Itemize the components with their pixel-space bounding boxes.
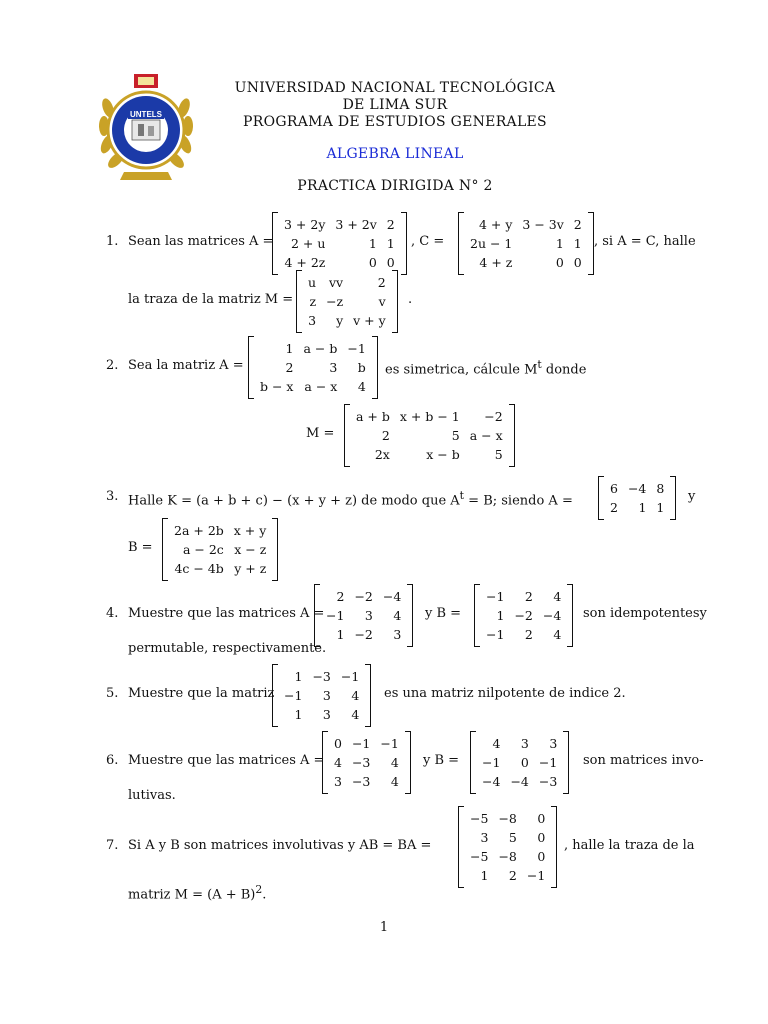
- problem-text: y: [688, 489, 696, 504]
- matrix-cell: 3: [308, 313, 317, 328]
- matrix-cell: 1: [285, 341, 294, 356]
- matrix-cell: b: [357, 360, 366, 375]
- matrix-cell: 2: [386, 217, 395, 232]
- matrix-cell: 4 + z: [479, 255, 513, 270]
- matrix-A: [314, 584, 413, 647]
- problem-number: 2.: [106, 358, 119, 373]
- matrix-cell: z: [309, 294, 317, 309]
- matrix-cell: 2 + u: [290, 236, 326, 251]
- matrix-cell: 2: [377, 275, 386, 290]
- matrix-A: [598, 476, 676, 520]
- matrix-A: [272, 212, 407, 275]
- problem-text-part: Halle K = (a + b + c) − (x + y + z) de modo que A: [128, 493, 460, 509]
- problem-text: Si A y B son matrices involutivas y AB = BA =: [128, 838, 432, 853]
- matrix-cell: 2: [524, 627, 533, 642]
- logo-text: UNTELS: [130, 110, 162, 119]
- matrix-cell: 4: [492, 736, 501, 751]
- problem-text: M =: [306, 426, 335, 441]
- matrix-cell: 4: [390, 755, 399, 770]
- matrix-B: [470, 731, 569, 794]
- matrix-cell: 4 + y: [478, 217, 513, 232]
- matrix-M: [344, 404, 515, 467]
- matrix-cell: −3: [351, 774, 371, 789]
- matrix-cell: −1: [486, 589, 505, 604]
- transpose-sup: t: [537, 358, 542, 371]
- course-title: ALGEBRA LINEAL: [326, 146, 464, 162]
- matrix-cell: 2: [524, 589, 533, 604]
- matrix-cell: 3: [520, 736, 529, 751]
- problem-text: [128, 489, 573, 508]
- matrix-B: [474, 584, 573, 647]
- matrix-cell: 0: [537, 830, 546, 845]
- matrix-A: [272, 664, 371, 727]
- matrix-cell: 3: [364, 608, 373, 623]
- power-sup: 2: [255, 883, 263, 896]
- problem-text: B =: [128, 540, 153, 555]
- matrix-cell: 4: [390, 774, 399, 789]
- matrix-cell: 1: [656, 500, 665, 515]
- matrix-cell: −1: [538, 755, 558, 770]
- problem-text: y B =: [425, 606, 462, 621]
- matrix-cell: 6: [610, 481, 618, 496]
- problem-text: permutable, respectivamente.: [128, 641, 327, 656]
- matrix-cell: 1: [573, 236, 582, 251]
- problem-text: , si A = C, halle: [594, 234, 696, 249]
- problem-text-part: donde: [541, 362, 587, 378]
- problem-number: 7.: [106, 838, 119, 853]
- matrix-cell: a − 2c: [182, 542, 224, 557]
- problem-number: 4.: [106, 606, 119, 621]
- matrix-cell: 4: [553, 627, 562, 642]
- matrix-cell: 5: [494, 447, 503, 462]
- matrix-cell: 0: [537, 811, 546, 826]
- problem-text: [128, 883, 266, 902]
- matrix-cell: 2u − 1: [470, 236, 513, 251]
- matrix-cell: b − x: [260, 379, 294, 394]
- problem-number: 1.: [106, 234, 119, 249]
- problem-text: son idempotentesy: [583, 606, 707, 621]
- matrix-cell: 3: [480, 830, 489, 845]
- matrix-cell: 3 + 2v: [335, 217, 377, 232]
- problem-number: 6.: [106, 753, 119, 768]
- matrix-cell: y + z: [234, 561, 267, 576]
- matrix-cell: −z: [326, 294, 344, 309]
- matrix-cell: 2: [381, 428, 390, 443]
- matrix-cell: x − z: [234, 542, 267, 557]
- matrix-cell: 3 − 3v: [522, 217, 564, 232]
- matrix-cell: x + b − 1: [399, 409, 460, 424]
- matrix-cell: −3: [351, 755, 371, 770]
- matrix-cell: 4: [351, 707, 360, 722]
- matrix-cell: x + y: [233, 523, 267, 538]
- matrix-cell: 3: [334, 774, 342, 789]
- matrix-M: [296, 270, 398, 333]
- matrix-cell: 4c − 4b: [174, 561, 224, 576]
- matrix-cell: 3: [393, 627, 402, 642]
- matrix-cell: x − b: [426, 447, 460, 462]
- matrix-B: [162, 518, 278, 581]
- matrix-cell: 5: [451, 428, 460, 443]
- problem-text-part: matriz M = (A + B): [128, 887, 256, 903]
- program-name: PROGRAMA DE ESTUDIOS GENERALES: [243, 114, 547, 130]
- problem-text: son matrices invo-: [583, 753, 704, 768]
- problem-text: , halle la traza de la: [564, 838, 695, 853]
- matrix-cell: 2: [336, 589, 345, 604]
- matrix-cell: −4: [382, 589, 402, 604]
- matrix-cell: 0: [368, 255, 377, 270]
- matrix-cell: −1: [486, 627, 505, 642]
- matrix-cell: 1: [294, 707, 303, 722]
- matrix-cell: −4: [510, 774, 529, 789]
- matrix-cell: −4: [482, 774, 501, 789]
- university-city: DE LIMA SUR: [342, 97, 448, 113]
- problem-text: lutivas.: [128, 788, 176, 803]
- matrix-cell: 3: [549, 736, 558, 751]
- problem-text-part: = B; siendo A =: [464, 493, 573, 509]
- matrix-cell: 4: [357, 379, 366, 394]
- matrix-cell: 0: [573, 255, 582, 270]
- matrix-cell: 4: [553, 589, 562, 604]
- matrix-cell: 0: [537, 849, 546, 864]
- matrix-cell: −1: [380, 736, 399, 751]
- matrix-cell: −4: [542, 608, 562, 623]
- problem-text: .: [408, 292, 413, 307]
- matrix-A: [322, 731, 411, 794]
- matrix-cell: 1: [480, 868, 489, 883]
- problem-number: 3.: [106, 489, 119, 504]
- matrix-cell: −8: [498, 811, 517, 826]
- matrix-cell: 2a + 2b: [174, 523, 224, 538]
- page-number: 1: [379, 920, 389, 935]
- matrix-cell: 1: [496, 608, 505, 623]
- problem-text-part: es simetrica, cálcule M: [385, 362, 538, 378]
- matrix-cell: −2: [514, 608, 533, 623]
- problem-text: [385, 358, 586, 377]
- matrix-cell: 8: [656, 481, 665, 496]
- matrix-cell: v + y: [353, 313, 386, 328]
- problem-text: , C =: [411, 234, 445, 249]
- matrix-cell: a − x: [304, 379, 338, 394]
- matrix-cell: −5: [470, 811, 489, 826]
- matrix-cell: 2x: [374, 447, 390, 462]
- matrix-cell: −2: [354, 627, 373, 642]
- problem-text-part: .: [262, 887, 267, 903]
- problem-text: Muestre que la matriz: [128, 686, 275, 701]
- matrix-cell: 3: [322, 688, 331, 703]
- matrix-cell: −5: [470, 849, 489, 864]
- transpose-sup: t: [459, 489, 465, 502]
- matrix-cell: 3: [329, 360, 338, 375]
- matrix-cell: 0: [555, 255, 564, 270]
- matrix-cell: −1: [340, 669, 360, 684]
- matrix-cell: −3: [538, 774, 558, 789]
- matrix-cell: −1: [326, 608, 345, 623]
- matrix-cell: −1: [284, 688, 303, 703]
- practice-title: PRACTICA DIRIGIDA N° 2: [297, 178, 493, 194]
- matrix-cell: 4: [334, 755, 342, 770]
- matrix-cell: 1: [386, 236, 395, 251]
- problem-text: Sean las matrices A =: [128, 234, 274, 249]
- matrix-cell: 0: [334, 736, 342, 751]
- matrix-cell: 1: [336, 627, 345, 642]
- problem-text: la traza de la matriz M =: [128, 292, 294, 307]
- matrix-cell: −1: [351, 736, 371, 751]
- matrix-cell: 2: [508, 868, 517, 883]
- matrix-cell: 1: [638, 500, 647, 515]
- matrix-cell: 1: [294, 669, 303, 684]
- matrix-cell: 1: [555, 236, 564, 251]
- matrix-cell: 2: [285, 360, 294, 375]
- matrix-cell: −1: [526, 868, 546, 883]
- matrix-cell: 3 + 2y: [284, 217, 326, 232]
- matrix-cell: a + b: [356, 409, 390, 424]
- matrix-cell: u: [308, 275, 317, 290]
- problem-text: y B =: [423, 753, 460, 768]
- matrix-cell: −2: [484, 409, 503, 424]
- matrix-cell: v: [378, 294, 386, 309]
- matrix-cell: 4: [351, 688, 360, 703]
- matrix-cell: 5: [508, 830, 517, 845]
- matrix-cell: 1: [368, 236, 377, 251]
- matrix-cell: 2: [610, 500, 618, 515]
- matrix-cell: −1: [482, 755, 501, 770]
- problem-text: es una matriz nilpotente de indice 2.: [384, 686, 626, 701]
- matrix-cell: −2: [354, 589, 373, 604]
- matrix-cell: −1: [347, 341, 366, 356]
- university-name: UNIVERSIDAD NACIONAL TECNOLÓGICA: [234, 80, 556, 96]
- matrix-AB: [458, 806, 557, 888]
- matrix-cell: y: [336, 313, 344, 328]
- problem-text: Sea la matriz A =: [128, 358, 244, 373]
- matrix-cell: 0: [386, 255, 395, 270]
- matrix-cell: −8: [498, 849, 517, 864]
- matrix-cell: 3: [322, 707, 331, 722]
- matrix-cell: 0: [520, 755, 529, 770]
- matrix-cell: 4: [393, 608, 402, 623]
- matrix-cell: a − x: [469, 428, 503, 443]
- matrix-cell: 2: [573, 217, 582, 232]
- matrix-cell: vv: [329, 275, 344, 290]
- matrix-cell: 4 + 2z: [284, 255, 326, 270]
- matrix-A: [248, 336, 378, 399]
- problem-text: Muestre que las matrices A =: [128, 606, 325, 621]
- matrix-cell: −4: [627, 481, 647, 496]
- problem-number: 5.: [106, 686, 119, 701]
- matrix-cell: a − b: [303, 341, 338, 356]
- matrix-cell: −3: [312, 669, 331, 684]
- problem-text: Muestre que las matrices A =: [128, 753, 325, 768]
- matrix-C: [458, 212, 594, 275]
